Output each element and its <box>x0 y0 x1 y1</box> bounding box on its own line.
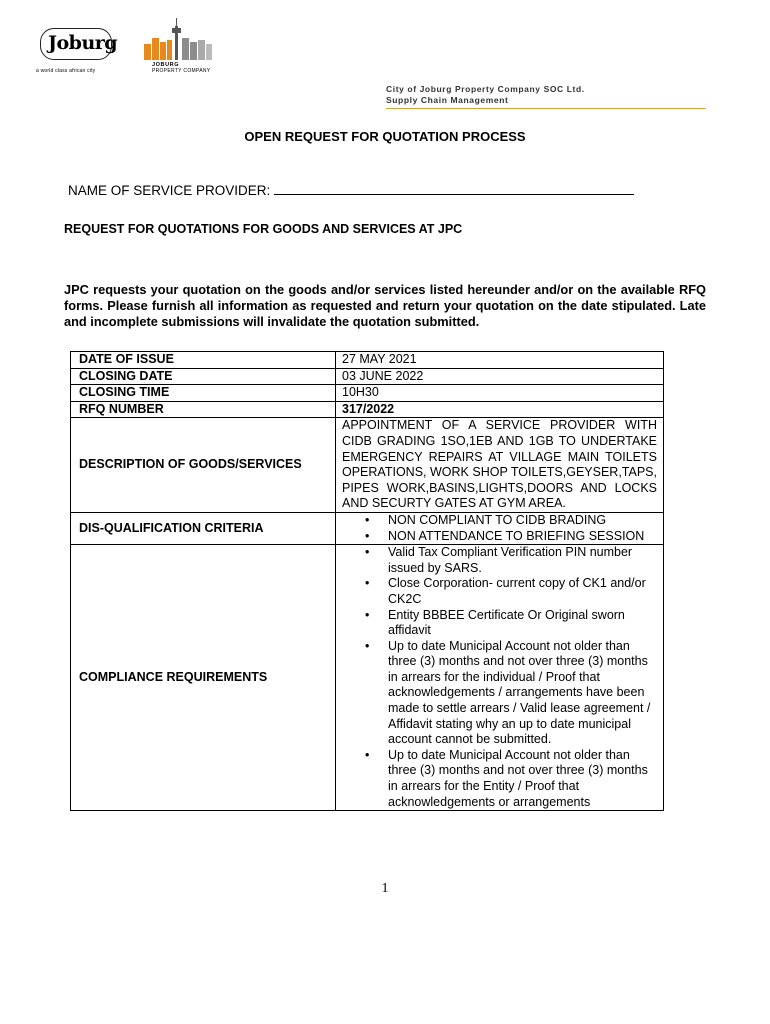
rfq-details-table <box>70 351 664 811</box>
table-row-closing-date <box>71 368 664 385</box>
joburg-logo-word: Joburg <box>48 32 118 54</box>
jpc-logo-name: JOBURG <box>152 62 180 68</box>
rfq-number-value: 317/2022 <box>336 401 664 418</box>
list-item: • Up to date Municipal Account not older than three (3) months and not over three (3) months in arrears for the individual / Proof that acknowledgements / arrangements have been made to settle arrears / Valid lease agreement / Affidavit stating why an up to date municipal account cannot be submitted. <box>388 639 657 748</box>
closing-date-value: 03 JUNE 2022 <box>336 368 664 385</box>
disqualification-value <box>336 512 664 544</box>
table-row-date-of-issue <box>71 352 664 369</box>
compliance-list <box>342 545 657 810</box>
list-item: • Up to date Municipal Account not older than three (3) months and not over three (3) months in arrears for the Entity / Proof that acknowledgements or arrangements <box>388 748 657 810</box>
table-row-closing-time <box>71 385 664 402</box>
header-rule <box>386 108 706 109</box>
jpc-logo <box>142 18 222 78</box>
date-of-issue-value: 27 MAY 2021 <box>336 352 664 369</box>
provider-name-line <box>68 182 634 198</box>
joburg-tagline: a world class african city <box>36 68 96 74</box>
document-title: OPEN REQUEST FOR QUOTATION PROCESS <box>244 129 526 144</box>
rfq-number-label: RFQ NUMBER <box>71 401 336 418</box>
date-of-issue-label: DATE OF ISSUE <box>71 352 336 369</box>
disqualification-label: DIS-QUALIFICATION CRITERIA <box>71 512 336 544</box>
table-row-disqualification <box>71 512 664 544</box>
jpc-logo-subtitle: PROPERTY COMPANY <box>152 68 211 74</box>
compliance-label: COMPLIANCE REQUIREMENTS <box>71 545 336 811</box>
description-label: DESCRIPTION OF GOODS/SERVICES <box>71 418 336 513</box>
provider-name-blank <box>274 182 634 195</box>
description-value: APPOINTMENT OF A SERVICE PROVIDER WITH CIDB GRADING 1SO,1EB AND 1GB TO UNDERTAKE EMERGENCY REPAIRS AT VILLAGE MAIN TOILETS OPERATIONS, WORK SHOP TOILETS,GEYSER,TAPS, PIPES WORK,BASINS,LIGHTS,DOORS AND LOCKS AND SECURTY GATES AT GYM AREA. <box>336 418 664 513</box>
page-number: 1 <box>381 881 389 896</box>
provider-name-label: NAME OF SERVICE PROVIDER: <box>68 183 271 198</box>
closing-time-value: 10H30 <box>336 385 664 402</box>
list-item: • Close Corporation- current copy of CK1 and/or CK2C <box>388 576 657 607</box>
list-item: • NON COMPLIANT TO CIDB BRADING <box>388 513 657 529</box>
list-item: • Entity BBBEE Certificate Or Original sworn affidavit <box>388 608 657 639</box>
list-item: • Valid Tax Compliant Verification PIN number issued by SARS. <box>388 545 657 576</box>
company-name: City of Joburg Property Company SOC Ltd. <box>386 84 585 94</box>
intro-paragraph: JPC requests your quotation on the goods and/or services listed hereunder and/or on the available RFQ forms. Please furnish all information as requested and return your quotation on the date stipulated. Late and incomplete submissions will invalidate the quotation submitted. <box>64 282 706 329</box>
table-row-rfq-number <box>71 401 664 418</box>
department-name: Supply Chain Management <box>386 95 509 105</box>
rfq-heading: REQUEST FOR QUOTATIONS FOR GOODS AND SERVICES AT JPC <box>64 222 463 236</box>
disqualification-list <box>342 513 657 544</box>
compliance-value <box>336 545 664 811</box>
joburg-logo <box>36 22 136 78</box>
table-row-description <box>71 418 664 513</box>
closing-date-label: CLOSING DATE <box>71 368 336 385</box>
list-item: • NON ATTENDANCE TO BRIEFING SESSION <box>388 529 657 545</box>
table-row-compliance <box>71 545 664 811</box>
closing-time-label: CLOSING TIME <box>71 385 336 402</box>
jpc-skyline-icon <box>142 18 222 62</box>
